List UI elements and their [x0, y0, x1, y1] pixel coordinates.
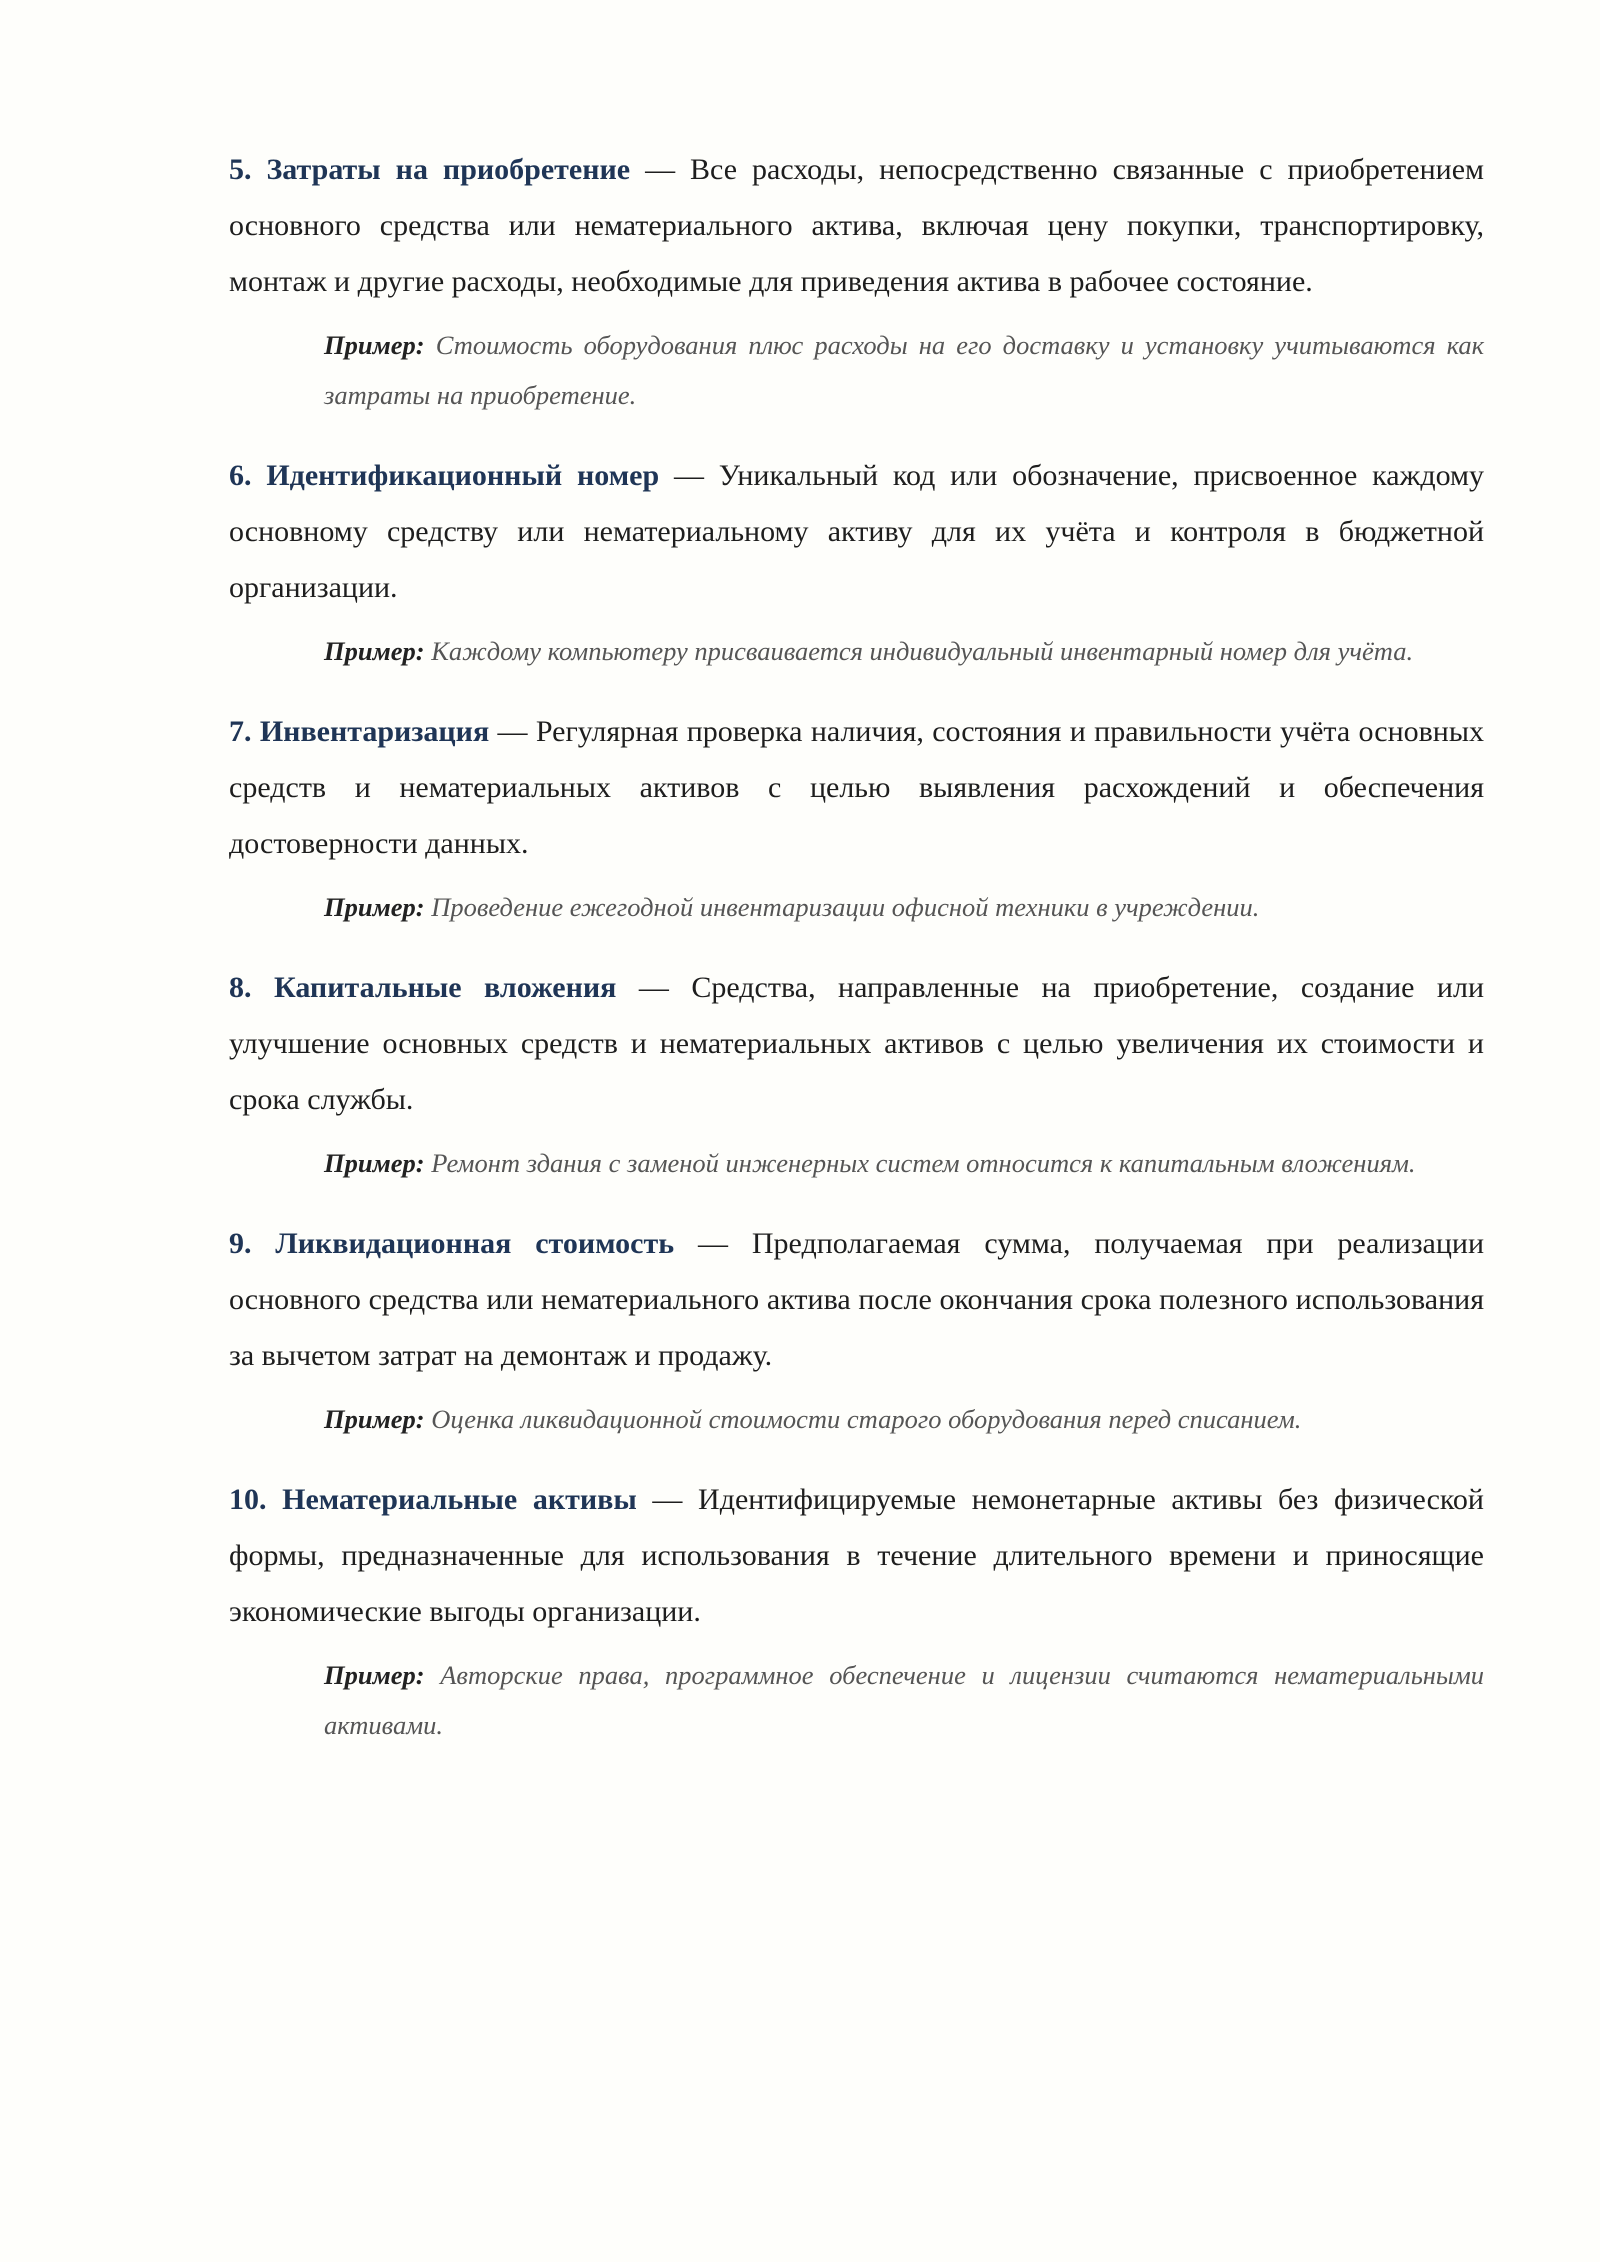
example-label: Пример: [324, 330, 425, 360]
term-heading [229, 153, 630, 186]
example-paragraph [324, 626, 1484, 676]
term-heading [229, 1227, 674, 1260]
term-title: Капитальные вложения [273, 971, 617, 1004]
example-label: Пример: [324, 1404, 425, 1434]
example-label: Пример: [324, 1148, 425, 1178]
definition-text: Идентифицируемые немонетарные активы без физической формы, предназначенные для использования в течение длительного времени и приносящие экономические выгоды организации. [229, 1483, 1484, 1628]
glossary-entry-7 [229, 704, 1484, 932]
glossary-entry-8 [229, 960, 1484, 1188]
definition-text: Предполагаемая сумма, получаемая при реализации основного средства или нематериального актива после окончания срока полезного использования за вычетом затрат на демонтаж и продажу. [229, 1227, 1485, 1372]
example-label: Пример: [324, 892, 425, 922]
term-number: 8. [229, 971, 252, 1004]
em-dash: — [652, 1483, 683, 1516]
example-text: Проведение ежегодной инвентаризации офисной техники в учреждении. [431, 892, 1260, 922]
definition-text: Уникальный код или обозначение, присвоенное каждому основному средству или нематериальному активу для их учёта и контроля в бюджетной организации. [229, 459, 1484, 604]
term-number: 6. [229, 459, 252, 492]
glossary-entry-9 [229, 1216, 1484, 1444]
definition-paragraph [229, 1472, 1484, 1640]
em-dash: — [497, 715, 528, 748]
example-text: Ремонт здания с заменой инженерных систем относится к капитальным вложениям. [431, 1148, 1416, 1178]
em-dash: — [638, 971, 669, 1004]
term-title: Ликвидационная стоимость [275, 1227, 675, 1260]
term-title: Затраты на приобретение [266, 153, 631, 186]
definition-paragraph [229, 960, 1484, 1128]
definition-paragraph [229, 704, 1484, 872]
example-paragraph [324, 320, 1484, 420]
glossary-entry-10 [229, 1472, 1484, 1750]
example-paragraph [324, 1138, 1484, 1188]
glossary-entry-6 [229, 448, 1484, 676]
em-dash: — [645, 153, 676, 186]
definition-paragraph [229, 448, 1484, 616]
example-text: Каждому компьютеру присваивается индивидуальный инвентарный номер для учёта. [431, 636, 1414, 666]
term-number: 10. [229, 1483, 267, 1516]
example-paragraph [324, 1394, 1484, 1444]
definition-text: Средства, направленные на приобретение, создание или улучшение основных средств и нематериальных активов с целью увеличения их стоимости и срока службы. [229, 971, 1484, 1116]
definition-text: Регулярная проверка наличия, состояния и правильности учёта основных средств и нематериальных активов с целью выявления расхождений и обеспечения достоверности данных. [229, 715, 1485, 860]
term-number: 9. [229, 1227, 252, 1260]
example-text: Авторские права, программное обеспечение и лицензии считаются нематериальными активами. [324, 1660, 1485, 1740]
term-heading [229, 459, 659, 492]
definition-paragraph [229, 1216, 1484, 1384]
definition-paragraph [229, 142, 1484, 310]
term-title: Идентификационный номер [266, 459, 660, 492]
term-heading [229, 1483, 637, 1516]
term-title: Инвентаризация [259, 715, 490, 748]
term-title: Нематериальные активы [282, 1483, 637, 1516]
glossary-entry-5 [229, 142, 1484, 420]
definition-text: Все расходы, непосредственно связанные с приобретением основного средства или нематериального актива, включая цену покупки, транспортировку, монтаж и другие расходы, необходимые для приведения актива в рабочее состояние. [229, 153, 1485, 298]
term-number: 5. [229, 153, 252, 186]
em-dash: — [697, 1227, 728, 1260]
example-label: Пример: [324, 636, 425, 666]
term-heading [229, 971, 616, 1004]
term-number: 7. [229, 715, 252, 748]
term-heading [229, 715, 489, 748]
example-text: Стоимость оборудования плюс расходы на его доставку и установку учитываются как затраты на приобретение. [324, 330, 1485, 410]
example-label: Пример: [324, 1660, 425, 1690]
example-paragraph [324, 882, 1484, 932]
example-paragraph [324, 1650, 1484, 1750]
em-dash: — [673, 459, 704, 492]
example-text: Оценка ликвидационной стоимости старого оборудования перед списанием. [431, 1404, 1302, 1434]
